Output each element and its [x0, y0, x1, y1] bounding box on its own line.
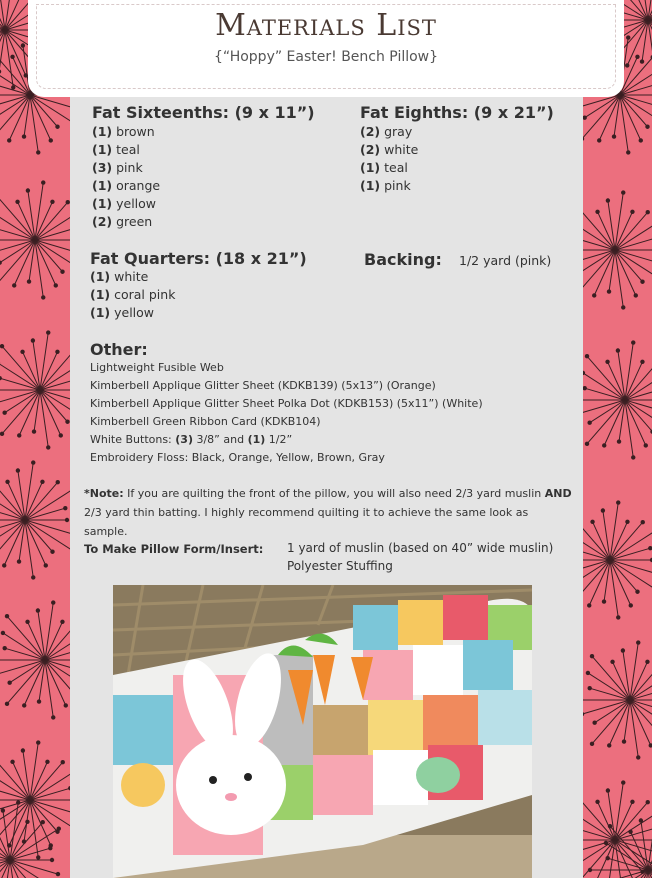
list-item: Embroidery Floss: Black, Orange, Yellow, Brown, Gray	[90, 451, 385, 464]
pillow-photo	[113, 585, 532, 878]
list-item: (1) teal	[360, 160, 408, 175]
list-item: 1 yard of muslin (based on 40” wide muslin)	[287, 541, 554, 555]
fat-sixteenths-heading: Fat Sixteenths: (9 x 11”)	[92, 103, 315, 122]
list-item: (1) pink	[360, 178, 411, 193]
list-item: Kimberbell Applique Glitter Sheet (KDKB139) (5x13”) (Orange)	[90, 379, 436, 392]
list-item: White Buttons: (3) 3/8” and (1) 1/2”	[90, 433, 293, 446]
fat-eighths-list	[360, 123, 418, 195]
pillow-illustration	[113, 585, 532, 878]
page-title: Materials List	[215, 8, 437, 43]
fat-quarters-heading: Fat Quarters: (18 x 21”)	[90, 249, 307, 268]
list-item: (1) orange	[92, 178, 161, 193]
pillow-form-list	[287, 539, 553, 575]
list-item: Kimberbell Green Ribbon Card (KDKB104)	[90, 415, 321, 428]
list-item: (1) yellow	[90, 305, 155, 320]
other-list	[90, 359, 483, 467]
starburst	[588, 810, 652, 878]
list-item: (2) green	[92, 214, 153, 229]
fat-eighths-heading: Fat Eighths: (9 x 21”)	[360, 103, 554, 122]
fat-quarters-list	[90, 268, 175, 322]
list-item: Polyester Stuffing	[287, 559, 393, 573]
note-text: *Note: If you are quilting the front of the pillow, you will also need 2/3 yard muslin AND 2/3 yard thin batting. I highly recommend quilting it to achieve the same look as sample.	[84, 487, 572, 538]
page-subtitle: {“Hoppy” Easter! Bench Pillow}	[213, 49, 439, 65]
starburst	[0, 460, 76, 579]
backing-heading: Backing:	[364, 250, 442, 269]
starburst	[0, 800, 61, 878]
list-item: Kimberbell Applique Glitter Sheet Polka Dot (KDKB153) (5x11”) (White)	[90, 397, 483, 410]
pillow-form-label: To Make Pillow Form/Insert:	[84, 542, 264, 556]
other-heading: Other:	[90, 340, 148, 359]
backing-value: 1/2 yard (pink)	[459, 253, 552, 268]
fat-sixteenths-list	[92, 123, 160, 231]
list-item: (3) pink	[92, 160, 143, 175]
list-item: (1) teal	[92, 142, 140, 157]
list-item: (2) white	[360, 142, 419, 157]
list-item: (1) white	[90, 269, 149, 284]
list-item: (2) gray	[360, 124, 413, 139]
list-item: (1) yellow	[92, 196, 157, 211]
list-item: (1) brown	[92, 124, 155, 139]
list-item: Lightweight Fusible Web	[90, 361, 224, 374]
list-item: (1) coral pink	[90, 287, 176, 302]
